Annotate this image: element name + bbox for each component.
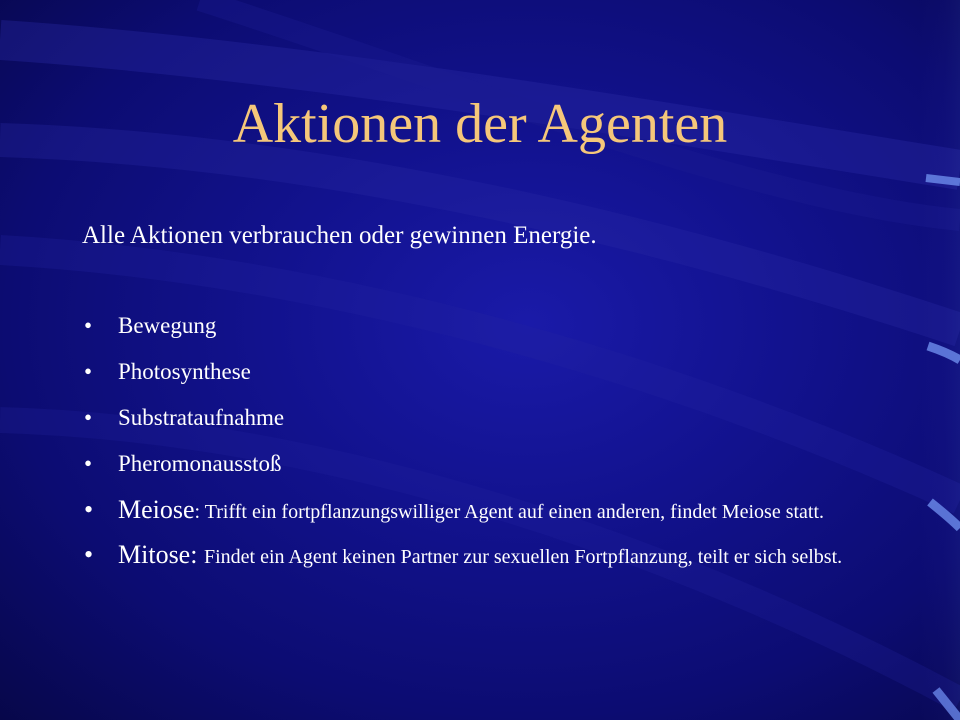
bullet-description: : Trifft ein fortpflanzungswilliger Agent auf einen anderen, findet Meiose statt. — [194, 501, 825, 523]
bullet-list — [82, 310, 902, 584]
bullet-dot: • — [84, 359, 93, 384]
bullet-term: Meiose — [118, 495, 195, 524]
bullet-term: Pheromonausstoß — [118, 451, 282, 476]
bullet-term: Substrataufnahme — [118, 405, 285, 430]
bullet-term: Bewegung — [118, 313, 217, 338]
bullet-dot: • — [84, 540, 94, 569]
list-item — [82, 402, 902, 434]
bullet-term: Photosynthese — [118, 359, 251, 384]
list-item — [82, 310, 902, 342]
bullet-dot: • — [84, 313, 93, 338]
bullet-dot: • — [84, 405, 93, 430]
list-item — [82, 539, 902, 572]
bullet-term: Mitose: — [118, 540, 204, 569]
list-item — [82, 448, 902, 480]
list-item — [82, 356, 902, 388]
bullet-dot: • — [84, 451, 93, 476]
bullet-description: Findet ein Agent keinen Partner zur sexuellen Fortpflanzung, teilt er sich selbst. — [203, 546, 843, 568]
slide-title: Aktionen der Agenten — [232, 93, 728, 155]
list-item — [82, 494, 902, 527]
intro-text: Alle Aktionen verbrauchen oder gewinnen Energie. — [82, 222, 597, 249]
bullet-dot: • — [84, 495, 94, 524]
